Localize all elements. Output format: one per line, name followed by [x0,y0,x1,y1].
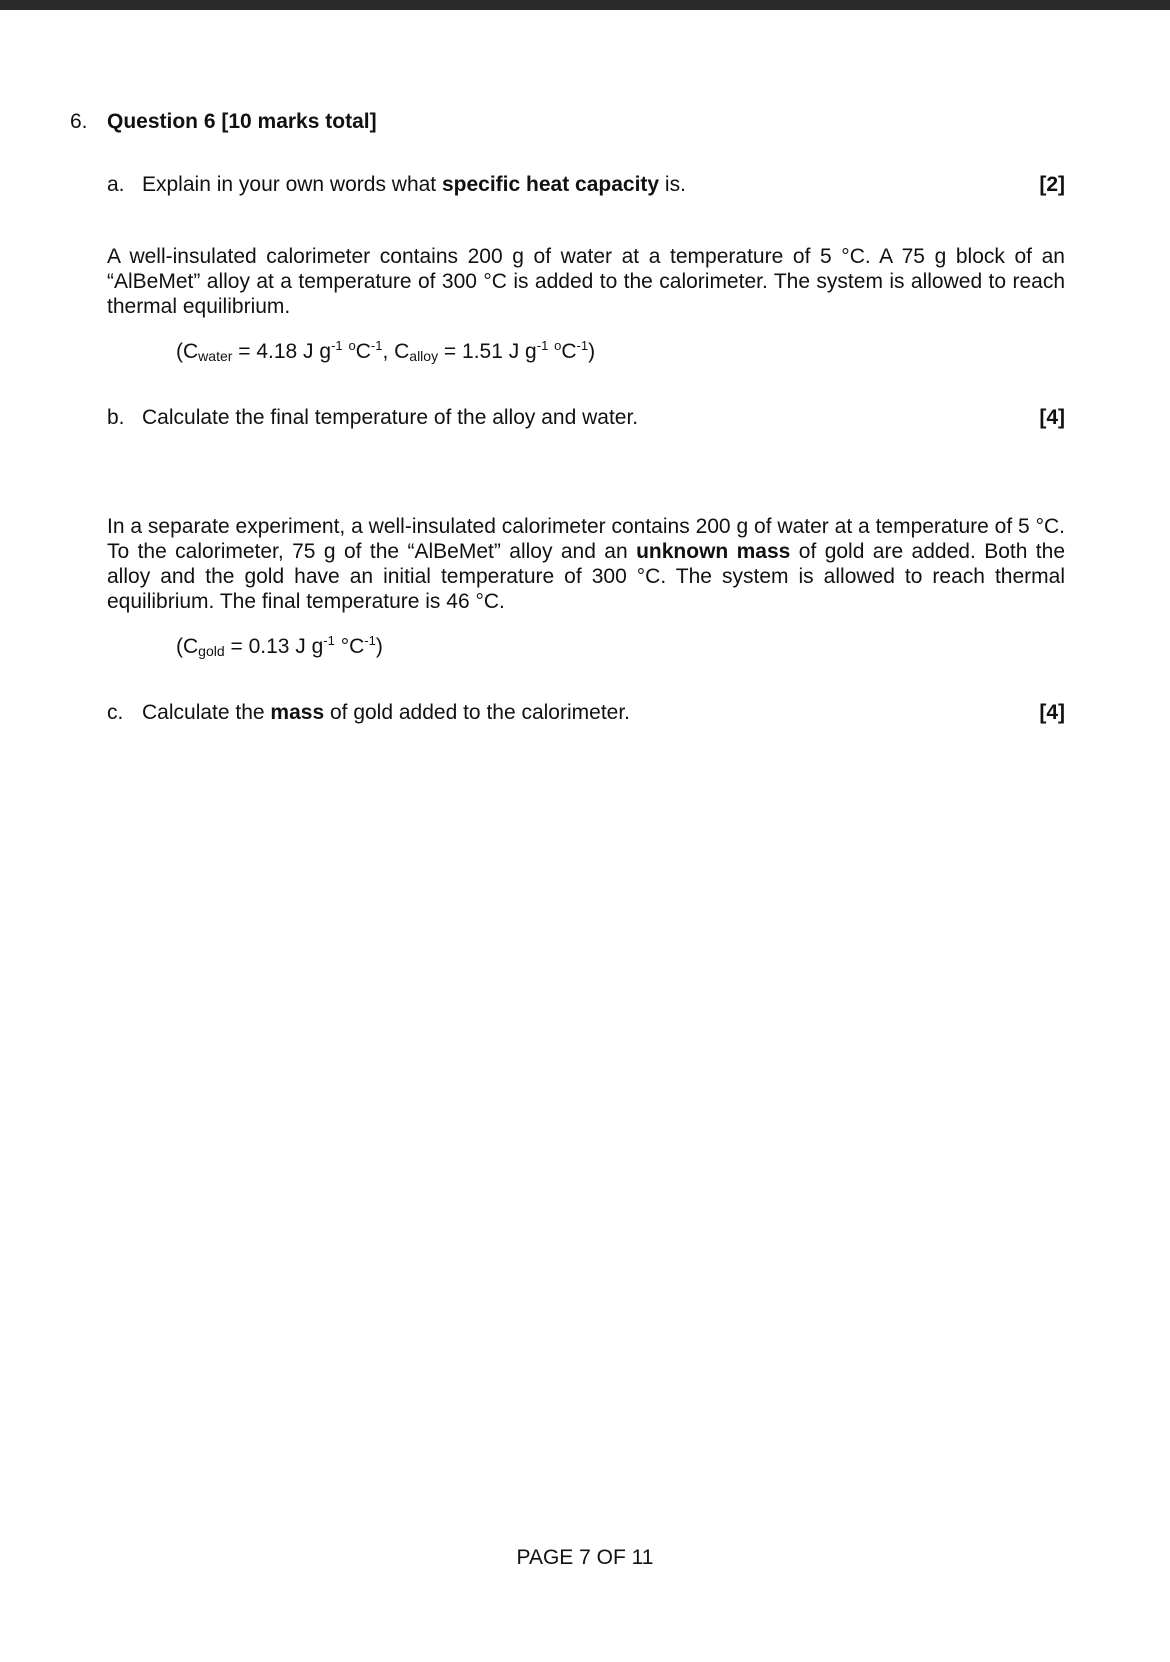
constants-line-2: ($C_{gold} = 0.13$ J $g^{-1}$ $^\circ C^{-1}$) [176,633,383,659]
part-b-marks: [4] [1039,406,1065,429]
part-c-label: c. [107,701,124,724]
scenario-2-paragraph: In a separate experiment, a well-insulated calorimeter contains 200 g of water at a temperature of 5 °C. To the calorimeter, 75 g of the “AlBeMet” alloy and an unknown mass of gold are added. Both the alloy and the gold have an initial temperature of 300 °C. The system is allowed to reach thermal equilibrium. The final temperature is 46 °C. [107,515,1065,613]
part-a-question: Explain in your own words what specific heat capacity is. [142,173,686,196]
top-dark-bar [0,0,1170,10]
page-number-footer: PAGE 7 OF 11 [516,1546,654,1569]
scenario-1-paragraph: A well-insulated calorimeter contains 200 g of water at a temperature of 5 °C. A 75 g block of an “AlBeMet” alloy at a temperature of 300 °C is added to the calorimeter. The system is allowed to reach thermal equilibrium. [107,245,1065,318]
constants-line-1: ($C_{water} = 4.18$ J $g^{-1}$ $^oC^{-1}$, $C_{alloy} = 1.51$ J $g^{-1}$ $^oC^{-1}$) [176,338,596,364]
question-title: Question 6 [10 marks total] [107,110,377,133]
question-number: 6. [70,110,88,133]
part-a-label: a. [107,173,125,196]
part-b-label: b. [107,406,125,429]
part-b-question: Calculate the final temperature of the alloy and water. [142,406,639,429]
part-c-question: Calculate the mass of gold added to the calorimeter. [142,701,631,724]
part-a-marks: [2] [1039,173,1065,196]
part-c-marks: [4] [1039,701,1065,724]
